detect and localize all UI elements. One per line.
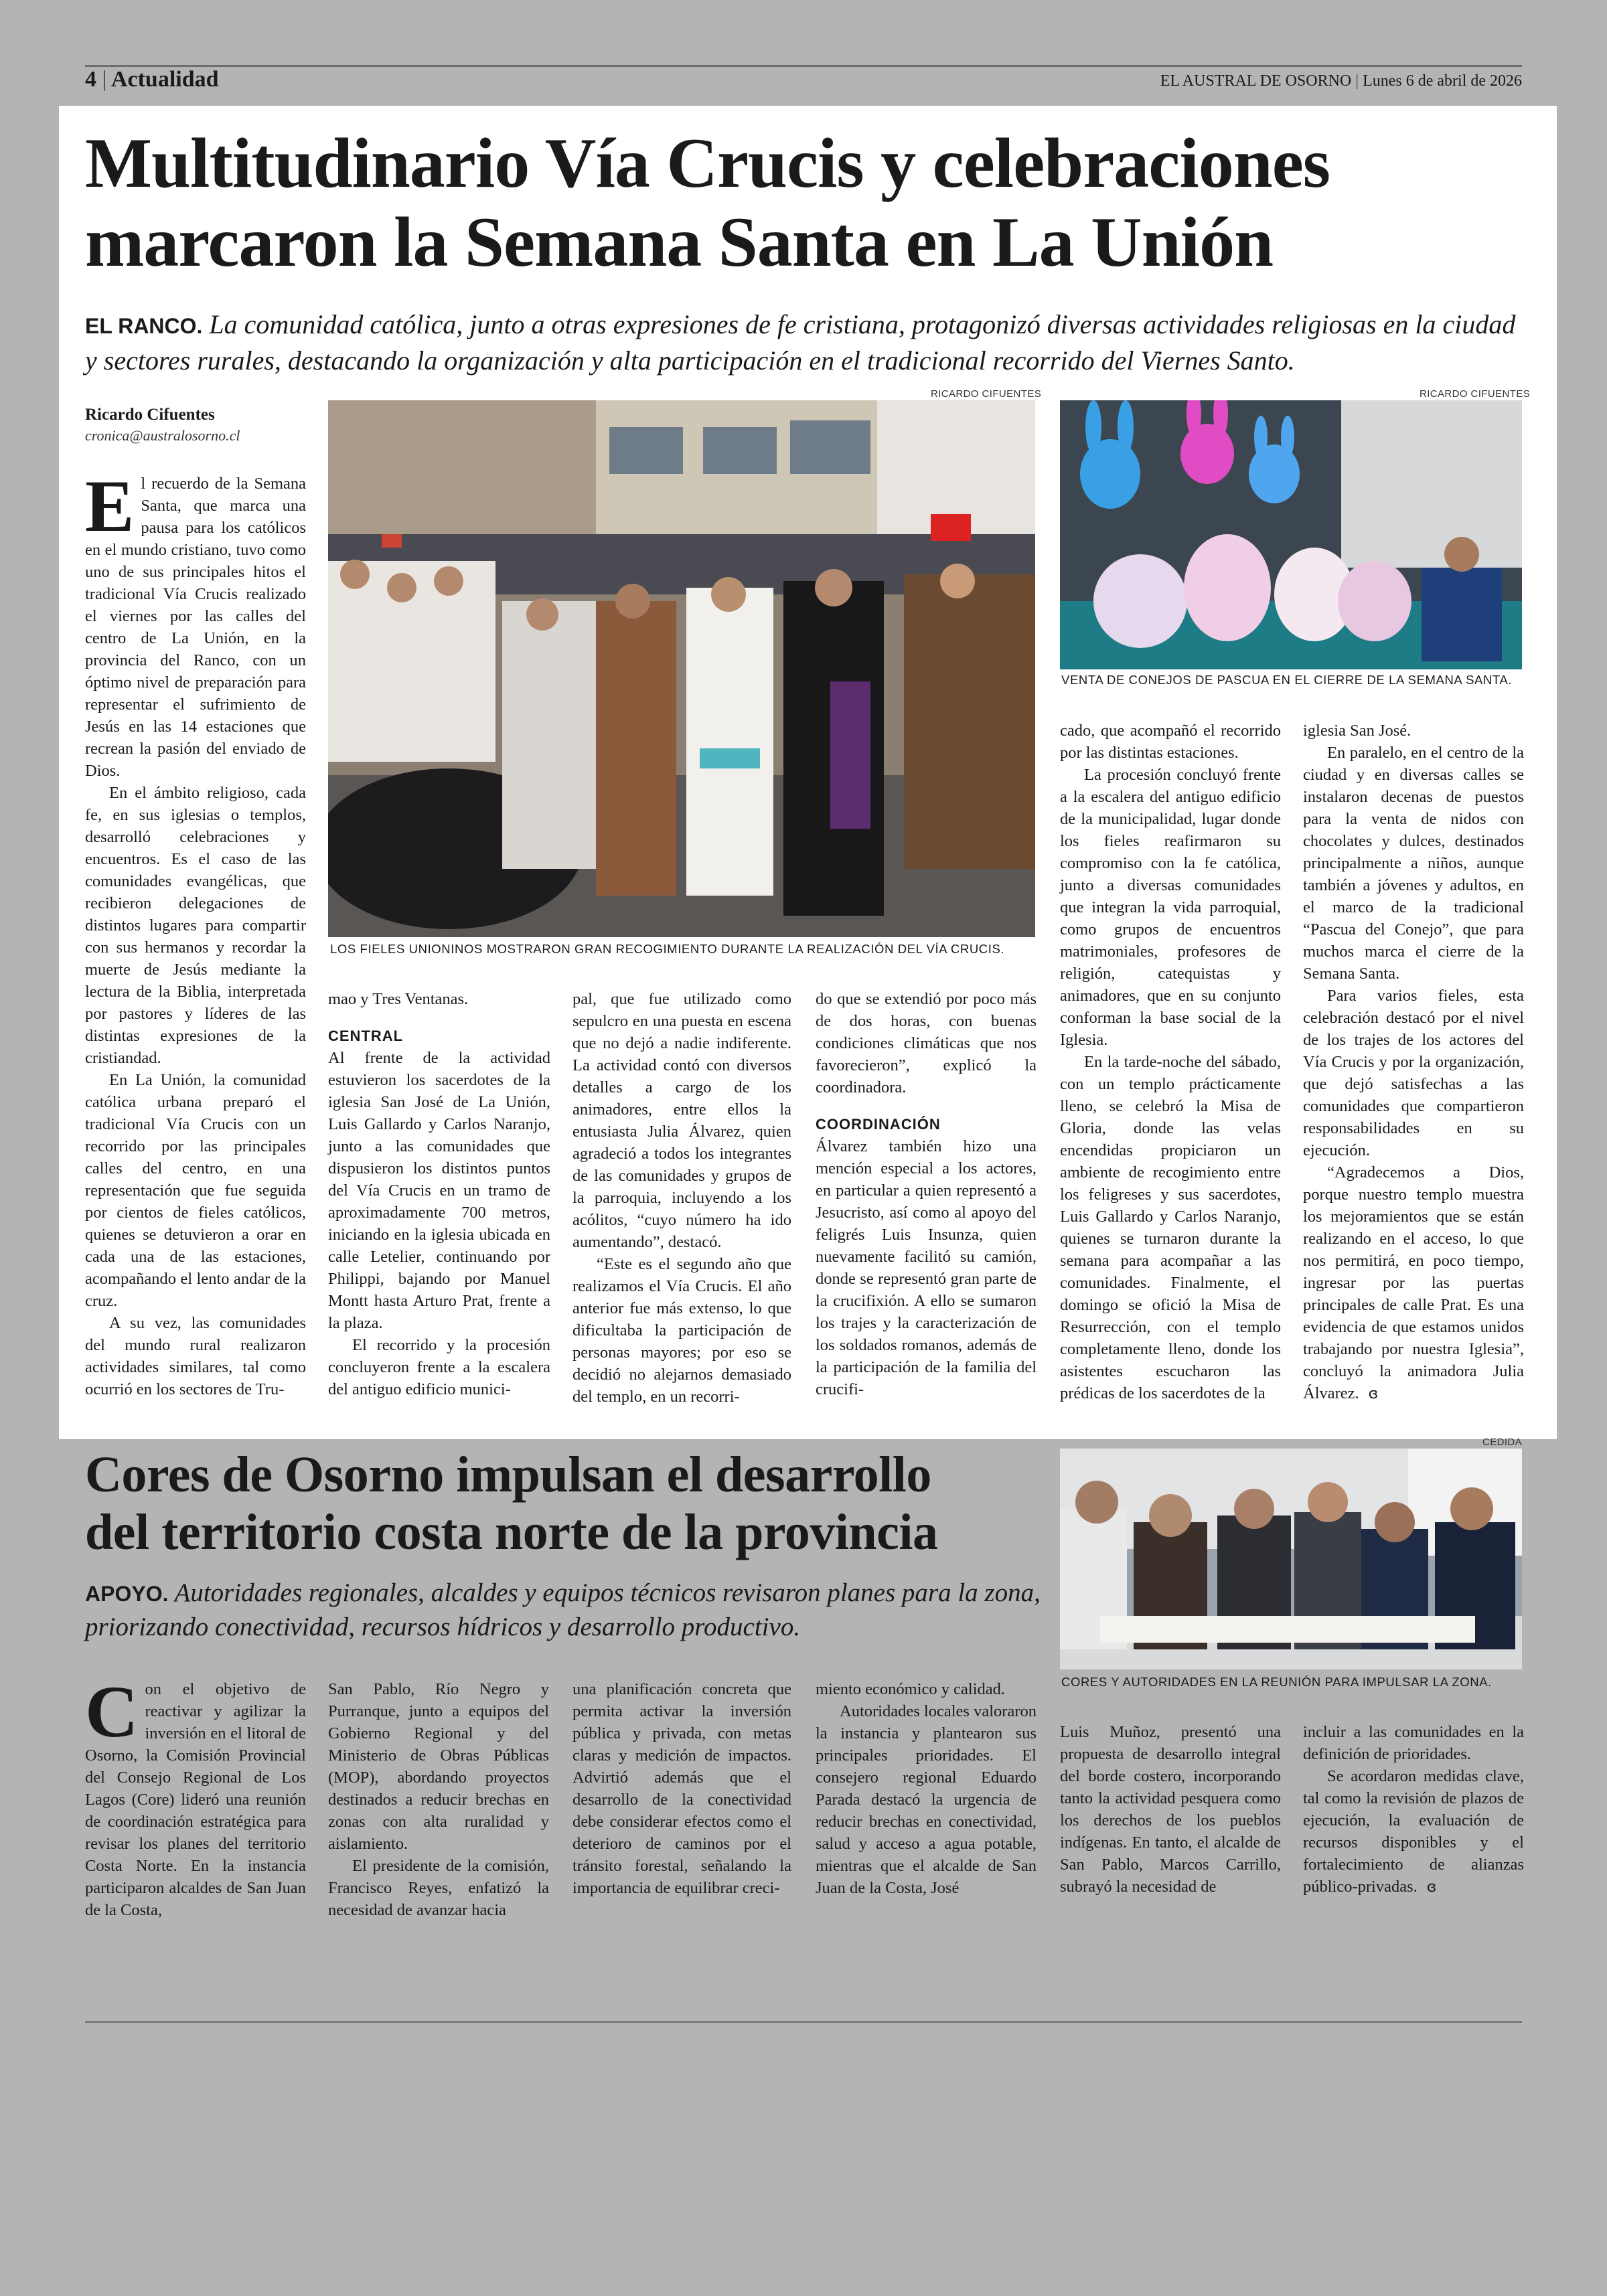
paragraph: El recorrido y la procesión concluyeron frente a la escalera del antiguo edificio munici- <box>328 1336 550 1398</box>
paragraph: En el ámbito religioso, cada fe, en sus iglesias o templos, desarrolló celebraciones y encuentros. Es el caso de las comunidades evangélicas, que recibieron delegaciones de distintos lugares para compartir con sus hermanos y recordar la muerte de Jesús mediante la lectura de la Biblia, interpretada por pastores y líderes de las distintas expresiones de la cristiandad. <box>85 784 306 1067</box>
photo-caption: VENTA DE CONEJOS DE PASCUA EN EL CIERRE DE LA SEMANA SANTA. <box>1061 673 1513 687</box>
photo-caption: CORES Y AUTORIDADES EN LA REUNIÓN PARA IMPULSAR LA ZONA. <box>1061 1675 1492 1689</box>
paragraph: Se acordaron medidas clave, tal como la revisión de plazos de ejecución, la evaluación de recursos disponibles y el fortalecimiento de alianzas público-privadas. <box>1303 1767 1524 1896</box>
paragraph: San Pablo, Río Negro y Purranque, junto a equipos del Gobierno Regional y del Ministerio de Obras Públicas (MOP), abordando proyectos destinados a reducir brechas en zonas con alta ruralidad y aislamiento. <box>328 1680 549 1853</box>
paragraph: iglesia San José. <box>1303 722 1411 740</box>
article1-column-6 <box>1303 720 1524 1405</box>
easter-bunnies-photo <box>1060 400 1522 669</box>
via-crucis-illustration <box>328 400 1035 937</box>
header-separator: | <box>102 67 107 92</box>
paragraph: pal, que fue utilizado como sepulcro en una puesta en escena que no dejó a nadie indiferente. La actividad contó con diversos detalles a cargo de los animadores, entre ellos la entusiasta Julia Álvarez, quien agradeció a todos los integrantes de las comunidades y grupos de la parroquia, incluyendo a los acólitos, “cuyo número ha ido aumentando”, destacó. <box>572 990 791 1251</box>
article1-column-1 <box>85 465 306 1400</box>
paragraph: mao y Tres Ventanas. <box>328 990 469 1008</box>
paragraph: Para varios fieles, esta celebración destacó por el nivel de los trajes de los actores del Vía Crucis y por la organización, que dejó satisfechas a las comunidades que compartieron responsabilidades en su ejecución. <box>1303 987 1524 1159</box>
paragraph: “Este es el segundo año que realizamos el Vía Crucis. El año anterior fue más extenso, lo que dificultaba la participación de personas mayores; por eso se decidió no alejarnos demasiado del templo, en un recorri- <box>572 1255 791 1406</box>
author-byline <box>85 406 306 444</box>
paragraph: miento económico y calidad. <box>816 1680 1006 1698</box>
subhead: CENTRAL <box>328 1028 404 1044</box>
photo-credit: RICARDO CIFUENTES <box>931 388 1042 400</box>
paragraph: cado, que acompañó el recorrido por las distintas estaciones. <box>1060 722 1281 762</box>
article2-headline <box>85 1446 1076 1561</box>
article1-column-3 <box>572 988 791 1408</box>
article2-column-4 <box>816 1678 1037 1899</box>
article2-column-3 <box>572 1678 791 1899</box>
photo-credit: CEDIDA <box>1482 1437 1523 1448</box>
article1-headline <box>85 124 1518 282</box>
headline-line: marcaron la Semana Santa en La Unión <box>85 203 1274 281</box>
paragraph: Al frente de la actividad estuvieron los sacerdotes de la iglesia San José de La Unión, Luis Gallardo y Carlos Naranjo, junto a las comunidades que dispusieron los distintos puntos del Vía Crucis en un tramo de aproximadamente 700 metros, iniciando en la iglesia ubicada en calle Letelier, continuando por Philippi, bajando por Manuel Montt hasta Arturo Prat, frente a la plaza. <box>328 1049 550 1332</box>
photo-credit: RICARDO CIFUENTES <box>1420 388 1531 400</box>
article2-column-1 <box>85 1671 306 1921</box>
meeting-illustration <box>1060 1449 1522 1669</box>
photo-caption: LOS FIELES UNIONINOS MOSTRARON GRAN RECOGIMIENTO DURANTE LA REALIZACIÓN DEL VÍA CRUCIS. <box>330 942 1005 956</box>
paragraph: Autoridades locales valoraron la instancia y plantearon sus principales prioridades. El consejero regional Eduardo Parada destacó la urgencia de reducir brechas en conectividad, salud y acceso a agua potable, mientras que el alcalde de San Juan de la Costa, José <box>816 1702 1037 1897</box>
top-rule <box>85 65 1522 67</box>
paragraph: En la tarde-noche del sábado, con un templo prácticamente lleno, se celebró la Misa de Gloria, donde las velas encendidas propiciaron un ambiente de recogimiento entre los feligreses y sus sacerdotes, Luis Gallardo y Carlos Naranjo, quienes se turnaron durante la semana para acompañar a las comunidades. Finalmente, el domingo se ofició la Misa de Resurrección, con el templo completamente lleno, donde los asistentes escucharon las prédicas de los sacerdotes de la <box>1060 1053 1281 1402</box>
paragraph: do que se extendió por poco más de dos horas, con buenas condiciones climáticas que nos favorecieron”, explicó la coordinadora. <box>816 990 1037 1096</box>
lead-kicker: EL RANCO. <box>85 314 203 338</box>
article1-column-2 <box>328 988 550 1400</box>
bottom-rule <box>85 2021 1522 2023</box>
article1-column-4 <box>816 988 1037 1400</box>
paragraph: En paralelo, en el centro de la ciudad y en diversas calles se instalaron decenas de puestos para la venta de nidos con chocolates y dulces, destinados principalmente a niños, aunque también a jóvenes y adultos, en el marco de la tradicional “Pascua del Conejo”, que para muchos marca el cierre de la Semana Santa. <box>1303 744 1524 983</box>
section-name: Actualidad <box>110 67 219 92</box>
paragraph: En La Unión, la comunidad católica urbana preparó el tradicional Vía Crucis con un recorrido por las principales calles del centro, en una representación que fue seguida por cientos de fieles católicos, quienes se detuvieron a orar en cada una de las estaciones, acompañando el lento andar de la cruz. <box>85 1071 306 1310</box>
author-email: cronica@australosorno.cl <box>85 427 240 444</box>
page-number: 4 <box>85 67 96 92</box>
paragraph: una planificación concreta que permita activar la inversión pública y privada, con metas claras y medición de impactos. Advirtió además que el desarrollo de la conectividad debe considerar efectos como el deterioro de caminos por el tránsito forestal, señalando la importancia de equilibrar creci- <box>572 1680 791 1897</box>
paragraph: A su vez, las comunidades del mundo rural realizaron actividades similares, tal como ocurrió en los sectores de Tru- <box>85 1314 306 1398</box>
article2-column-6 <box>1303 1721 1524 1898</box>
lead-text: Autoridades regionales, alcaldes y equipos técnicos revisaron planes para la zona, priorizando conectividad, recursos hídricos y desarrollo productivo. <box>85 1578 1041 1641</box>
newspaper-name: EL AUSTRAL DE OSORNO <box>1160 72 1352 90</box>
paragraph: incluir a las comunidades en la definición de prioridades. <box>1303 1723 1524 1763</box>
lead-kicker: APOYO. <box>85 1582 169 1606</box>
headline-line: del territorio costa norte de la provincia <box>85 1504 938 1560</box>
end-mark-icon: ɞ <box>1368 1386 1379 1402</box>
subhead: COORDINACIÓN <box>816 1116 941 1133</box>
headline-line: Cores de Osorno impulsan el desarrollo <box>85 1447 931 1503</box>
paragraph: on el objetivo de reactivar y agilizar la inversión en el litoral de Osorno, la Comisión Provincial del Consejo Regional de Los Lagos (Core) lideró una reunión de coordinación estratégica para revisar los planes del territorio Costa Norte. En la instancia participaron alcaldes de San Juan de la Costa, <box>85 1680 306 1919</box>
lead-text: La comunidad católica, junto a otras expresiones de fe cristiana, protagonizó diversas actividades religiosas en la ciudad y sectores rurales, destacando la organización y alta participación en el tradicional recorrido del Viernes Santo. <box>85 309 1516 376</box>
via-crucis-photo <box>328 400 1035 937</box>
paragraph: l recuerdo de la Semana Santa, que marca una pausa para los católicos en el mundo cristiano, tuvo como uno de sus principales hitos el tradicional Vía Crucis realizado el viernes por las calles del centro de La Unión, en la provincia del Ranco, con un óptimo nivel de preparación para representar el sufrimiento de Jesús en las 14 estaciones que recrean la pasión del enviado de Dios. <box>85 475 306 780</box>
author-name: Ricardo Cifuentes <box>85 406 215 424</box>
header-separator: | <box>1355 72 1359 90</box>
issue-date: Lunes 6 de abril de 2026 <box>1363 72 1522 90</box>
article2-column-5 <box>1060 1721 1281 1898</box>
paragraph: Álvarez también hizo una mención especial a los actores, en particular a quien representó a Jesucristo, así como al apoyo del feligrés Luis Insunza, quien nuevamente facilitó su camión, donde se representó gran parte de la crucifixión. A ello se sumaron los trajes y la caracterización de los soldados romanos, además de la participación de la familia del crucifi- <box>816 1137 1037 1398</box>
article2-column-2 <box>328 1678 549 1921</box>
page-section-header <box>85 67 219 92</box>
article1-column-5 <box>1060 720 1281 1404</box>
cores-meeting-photo <box>1060 1449 1522 1669</box>
headline-line: Multitudinario Vía Crucis y celebraciones <box>85 124 1330 202</box>
paragraph: Luis Muñoz, presentó una propuesta de desarrollo integral del borde costero, incorporando tanto la actividad pesquera como los derechos de los pueblos indígenas. En tanto, el alcalde de San Pablo, Marcos Carrillo, subrayó la necesidad de <box>1060 1723 1281 1896</box>
paragraph: El presidente de la comisión, Francisco Reyes, enfatizó la necesidad de avanzar hacia <box>328 1857 549 1919</box>
drop-cap: E <box>85 465 135 547</box>
paragraph: La procesión concluyó frente a la escalera del antiguo edificio de la municipalidad, lugar donde los fieles reafirmaron su compromiso con la fe católica, junto a diversas comunidades que integran la vida parroquial, como grupos de encuentros matrimoniales, profesores de religión, catequistas y animadores, que en su conjunto conforman la base social de la Iglesia. <box>1060 766 1281 1049</box>
end-mark-icon: ɞ <box>1426 1879 1437 1896</box>
paragraph: “Agradecemos a Dios, porque nuestro templo muestra los mejoramientos que se están realizando en el acceso, lo que nos permitirá, en poco tiempo, ingresar por las puertas principales de calle Prat. Es una evidencia de que estamos unidos trabajando por nuestra Iglesia”, concluyó la animadora Julia Álvarez. <box>1303 1163 1524 1402</box>
easter-stall-illustration <box>1060 400 1522 669</box>
newspaper-dateline <box>1160 72 1522 90</box>
article1-lead <box>85 307 1525 378</box>
drop-cap: C <box>85 1671 139 1752</box>
article2-lead <box>85 1576 1043 1644</box>
